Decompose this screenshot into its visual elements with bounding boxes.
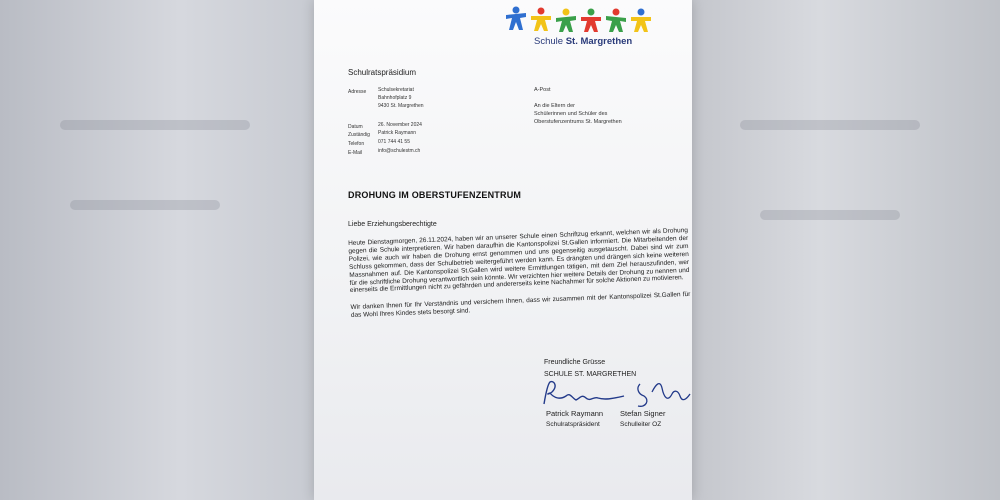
logo-figure-4 bbox=[581, 9, 601, 33]
school-name: St. Margrethen bbox=[565, 36, 633, 47]
blurred-background-detail bbox=[740, 120, 920, 130]
school-wordmark bbox=[534, 36, 632, 47]
body-paragraph-2: Wir danken Ihnen für Ihr Verständnis und versichern Ihnen, dass wir zusammen mit der Kantonspolizei St.Gallen für das Wohl Ihres Kindes stets besorgt sind. bbox=[350, 291, 691, 320]
blurred-background-detail bbox=[60, 120, 250, 130]
logo-figure-1 bbox=[506, 7, 526, 31]
blurred-background-detail bbox=[70, 200, 220, 210]
signature-raymann bbox=[538, 378, 628, 410]
logo-figure-6 bbox=[631, 9, 651, 33]
recipient-line-1: An die Eltern der bbox=[534, 103, 575, 109]
closing-organization: SCHULE ST. MARGRETHEN bbox=[544, 371, 637, 378]
salutation: Liebe Erziehungsberechtigte bbox=[348, 221, 437, 228]
address-line-1: Schulsekretariat bbox=[378, 87, 414, 93]
address-label: Adresse bbox=[348, 89, 367, 95]
signature-signer bbox=[632, 378, 692, 412]
signatory-1-role: Schulratspräsident bbox=[546, 421, 600, 428]
school-prefix: Schule bbox=[534, 36, 564, 47]
letter-page bbox=[314, 0, 692, 500]
email-value: info@schulestm.ch bbox=[378, 148, 421, 154]
logo-figure-3 bbox=[556, 9, 576, 33]
letter-body bbox=[348, 227, 691, 329]
blurred-background-detail bbox=[760, 210, 900, 220]
department-title: Schulratspräsidium bbox=[348, 68, 417, 77]
phone-value: 071 744 41 55 bbox=[378, 139, 410, 145]
closing-greeting: Freundliche Grüsse bbox=[544, 359, 606, 366]
responsible-label: Zuständig bbox=[348, 132, 370, 138]
letter-subject: DROHUNG IM OBERSTUFENZENTRUM bbox=[348, 190, 522, 200]
address-line-3: 9430 St. Margrethen bbox=[378, 103, 424, 109]
logo-figure-2 bbox=[531, 8, 551, 32]
responsible-value: Patrick Raymann bbox=[378, 130, 417, 136]
date-label: Datum bbox=[348, 124, 363, 130]
mail-type: A-Post bbox=[534, 87, 551, 93]
email-label: E-Mail bbox=[348, 150, 363, 156]
signatory-2-name: Stefan Signer bbox=[620, 409, 666, 418]
body-paragraph-1: Heute Dienstagmorgen, 26.11.2024, haben wir an unserer Schule einen Schriftzug erkannt, welchen wir als Drohung gegen die Schule interpretieren. Wir haben daraufhin die Kantonspolizei St.Gallen informiert. Die Mitarbeitenden der Polizei, wie auch wir haben die Drohung ernst genommen und uns gegenseitig ausgetauscht. Dabei sind wir zum Schluss gekommen, dass der Schulbetrieb weitergeführt werden kann. Es drängten und drängen sich keine weiteren Massnahmen auf. Die Kantonspolizei St.Gallen wird weitere Ermittlungen tätigen, mit dem Ziel herauszufinden, wer für die schriftliche Drohung verantwortlich sein könnte. Wir verzichten hier weitere Details der Drohung zu nennen und einerseits die Ermittlungen nicht zu gefährden und andererseits keine Nachahmer für solche Aktionen zu motivieren. bbox=[348, 226, 690, 295]
phone-label: Telefon bbox=[348, 141, 365, 147]
logo-figure-5 bbox=[606, 9, 626, 33]
date-value: 26. November 2024 bbox=[378, 122, 422, 128]
signatory-2-role: Schulleiter OZ bbox=[620, 421, 662, 428]
recipient-line-2: Schülerinnen und Schüler des bbox=[534, 111, 608, 117]
recipient-line-3: Oberstufenzentrums St. Margrethen bbox=[534, 119, 622, 125]
signatory-1-name: Patrick Raymann bbox=[546, 409, 604, 418]
address-line-2: Bahnhofplatz 9 bbox=[378, 95, 412, 101]
